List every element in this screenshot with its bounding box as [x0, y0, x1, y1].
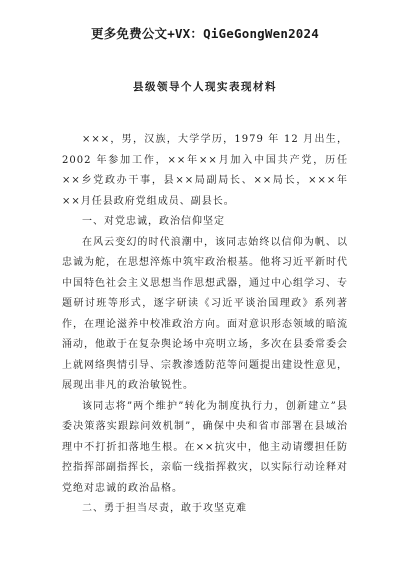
document-title: 县级领导个人现实表现材料 [133, 81, 277, 93]
section-heading-2: 二、勇于担当尽责，敢于攻坚克难 [82, 503, 247, 514]
paragraph-section-1-b: 该同志将”两个维护”转化为制度执行力，创新建立”县委决策落实跟踪问效机制”，确保中央和省市部署在县域治理中不打折扣落地生根。在××抗灾中，他主动请缨担任防控指挥部副指挥长，亲临一线指挥救灾，以实际行动诠释对党绝对忠诚的政治品格。 [62, 400, 348, 494]
section-heading-1: 一、对党忠诚，政治信仰坚定 [82, 216, 225, 227]
document-body [62, 130, 348, 520]
watermark-header: 更多免费公文+VX：QiGeGongWen2024 [91, 26, 319, 41]
paragraph-intro: ×××，男，汉族，大学学历，1979 年 12 月出生，2002 年参加工作，××年××月加入中国共产党，历任××乡党政办干事，县××局副局长、××局长，×××年××月任县政府党组成员、副县长。 [62, 134, 348, 207]
paragraph-section-1-a: 在风云变幻的时代浪潮中，该同志始终以信仰为帆、以忠诚为舵，在思想淬炼中筑牢政治根基。他将习近平新时代中国特色社会主义思想当作思想武器，通过中心组学习、专题研讨班等形式，逐字研读《习近平谈治国理政》系列著作，在理论滋养中校准政治方向。面对意识形态领域的暗流涌动，他敢于在复杂舆论场中亮明立场，多次在县委常委会上就网络舆情引导、宗教渗透防范等问题提出建设性意见，展现出非凡的政治敏锐性。 [62, 236, 348, 391]
